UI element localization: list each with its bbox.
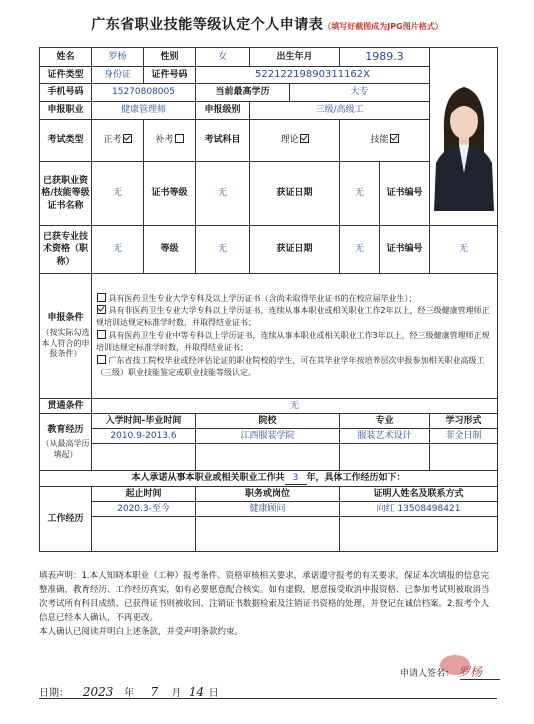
condition-option-4[interactable]	[96, 355, 496, 380]
education-hint: （从最高学历填起）	[41, 438, 90, 459]
signature-line	[460, 679, 500, 680]
edu-value: 大专	[290, 84, 430, 102]
table-row	[40, 429, 498, 444]
edu-empty-mode	[430, 444, 498, 471]
birth-label: 出生年月	[250, 48, 340, 67]
application-form	[39, 47, 498, 552]
form-title: 广东省职业技能等级认定个人申请表（填写好截图成为JPG图片格式）	[91, 17, 443, 33]
date-row	[39, 684, 219, 699]
work-empty-period	[92, 517, 196, 552]
idtype-value: 身份证	[92, 67, 144, 84]
condition-text-1: 具有医药卫生专业大学专科及以上学历证书（含尚未取得毕业证书的在校应届毕业生）；	[108, 293, 417, 303]
title-qual-grade-label: 等级	[144, 226, 196, 274]
commitment-suffix: 年，具体工作经历如下：	[306, 472, 406, 483]
level-value: 三级/高级工	[250, 102, 430, 120]
work-period: 2020.3-至今	[92, 502, 196, 517]
job-value: 健康管理师	[92, 102, 196, 120]
qualification-date-label: 获证日期	[250, 162, 340, 226]
declaration	[39, 569, 497, 639]
declaration-text: 填表声明：1.本人知晓本职业（工种）报考条件、资格审核相关要求，承诺遵守报考的有关要求，保证本次填报的信息完整准确，教育经历、工作经历真实，如有必要愿意配合核实。如有虚假，愿意接受取消申报资格、已参加考试则被取消当次考试所有科目成绩、已获得证书则被收回、注销证书数据检索及注销证书资格的处理，并登记在诚信档案。2.报考个人信息已经本人确认，不再更改。	[39, 571, 490, 624]
condition-text-3: 具有医药卫生专业中等专科以上学历证书，连续从事本职业或相关职业工作3年以上，经三级健康管理师正规培训达规定标准学时数，并取得结业证书；	[96, 330, 490, 353]
signature-label: 申请人签名：	[400, 669, 455, 679]
work-header-reference: 证明人姓名及联系方式	[340, 487, 498, 502]
applicant-photo	[430, 63, 497, 211]
name-value: 罗杨	[92, 48, 144, 67]
qualification-name: 无	[92, 162, 144, 226]
edu-mode: 非全日制	[430, 429, 498, 444]
normal-exam-option[interactable]	[92, 120, 144, 162]
exam-type-label: 考试类型	[40, 120, 92, 162]
skill-label: 技能	[370, 135, 389, 146]
conditions-options	[92, 274, 498, 399]
title-qual-date-label: 获证日期	[250, 226, 340, 274]
job-label: 申报职业	[40, 102, 92, 120]
work-reference: 向红 13508498421	[340, 502, 498, 517]
edu-major: 服装艺术设计	[340, 429, 430, 444]
date-year-unit: 年	[124, 688, 135, 699]
title-qual-label: 已获专业技术资格（职称）	[40, 226, 92, 274]
edu-header-major: 专业	[340, 414, 430, 429]
date-day: 14	[188, 685, 205, 699]
qualification-no-label: 证书编号	[380, 162, 430, 226]
level-label: 申报级别	[196, 102, 250, 120]
title-qual-no-label: 证书编号	[380, 226, 430, 274]
edu-header-school: 院校	[196, 414, 340, 429]
idnum-value: 52212219890311162X	[196, 67, 430, 84]
condition-option-3[interactable]	[96, 330, 496, 355]
photo-cell	[430, 48, 498, 226]
edu-empty-period	[92, 444, 196, 471]
skill-checkbox[interactable]	[390, 134, 399, 143]
edu-label: 当前最高学历	[196, 84, 290, 102]
commitment-row	[40, 471, 498, 487]
makeup-exam-label: 补考	[155, 135, 174, 146]
condition-checkbox-2[interactable]	[97, 305, 106, 314]
idnum-label: 证件号码	[144, 67, 196, 84]
qualification-grade-label: 证书等级	[144, 162, 196, 226]
condition-checkbox-3[interactable]	[97, 330, 106, 339]
gender-value: 女	[196, 48, 250, 67]
handwritten-signature: 罗杨	[458, 665, 483, 679]
phone-label: 手机号码	[40, 84, 92, 102]
edu-period: 2010.9-2013.6	[92, 429, 196, 444]
qualification-grade: 无	[196, 162, 250, 226]
condition-text-2: 具有非医药卫生专业大学专科以上学历证书，连续从事本职业或相关职业工作2年以上，经三级健康管理师正规培训达规定标准学时数，并取得结业证书；	[96, 306, 490, 328]
date-year: 2023	[82, 685, 114, 699]
edu-empty-school	[196, 444, 340, 471]
commitment-years: 3	[285, 472, 307, 485]
work-position: 健康顾问	[196, 502, 340, 517]
native-value: 无	[92, 399, 498, 414]
normal-exam-label: 正考	[103, 135, 122, 146]
makeup-exam-option[interactable]	[144, 120, 196, 162]
qualification-date: 无	[340, 162, 380, 226]
edu-empty-major	[340, 444, 430, 471]
title-qual-date: 无	[340, 226, 380, 274]
theory-checkbox[interactable]	[300, 134, 309, 143]
birth-value: 1989.3	[340, 48, 430, 67]
work-header-period: 起止时间	[92, 487, 196, 502]
idtype-label: 证件类型	[40, 67, 92, 84]
title-qual-grade: 无	[196, 226, 250, 274]
conditions-hint: （按实际勾选本人符合的申报条件）	[41, 327, 90, 359]
date-month: 7	[150, 685, 159, 699]
normal-exam-checkbox[interactable]	[123, 134, 132, 143]
condition-option-2[interactable]	[96, 305, 496, 330]
work-empty-reference	[340, 517, 498, 552]
work-header-position: 职务或岗位	[196, 487, 340, 502]
skill-option[interactable]	[340, 120, 430, 162]
education-cell	[40, 414, 92, 471]
condition-checkbox-4[interactable]	[97, 355, 106, 364]
conditions-label: 申报条件	[47, 312, 84, 323]
work-empty-position	[196, 517, 340, 552]
edu-header-mode: 学习形式	[430, 414, 498, 429]
gender-label: 性别	[144, 48, 196, 67]
conditions-cell	[40, 274, 92, 399]
table-row	[40, 502, 498, 517]
declaration-confirm: 本人确认已阅读并明白上述条款，并受声明条款约束。	[39, 627, 244, 638]
edu-school: 江西服装学院	[196, 429, 340, 444]
condition-text-4: 广东省技工院校毕业或经评估论证的职业院校的学生，可在其毕业学年按培养层次申报参加相关职业高级工（三级）职业技能鉴定或职业技能等级认定。	[96, 355, 485, 377]
bottom-rule	[39, 698, 497, 699]
commitment-prefix: 本人承诺从事本职业或相关职业工作共	[131, 472, 285, 483]
title-qual-name: 无	[92, 226, 144, 274]
work-label: 工作经历	[40, 487, 92, 552]
condition-option-1[interactable]	[96, 293, 496, 305]
name-label: 姓名	[40, 48, 92, 67]
title-qual-no: 无	[430, 226, 498, 274]
makeup-exam-checkbox[interactable]	[175, 134, 184, 143]
subject-label: 考试科目	[196, 120, 250, 162]
condition-checkbox-1[interactable]	[97, 293, 106, 302]
date-day-unit: 日	[208, 688, 219, 699]
theory-label: 理论	[280, 135, 299, 146]
theory-option[interactable]	[250, 120, 340, 162]
edu-header-period: 入学时间-毕业时间	[92, 414, 196, 429]
education-label: 教育经历	[47, 424, 84, 435]
qualification-label: 已获职业资格/技能等级证书名称	[40, 162, 92, 226]
native-label: 贯通条件	[40, 399, 92, 414]
title-note: （填写好截图成为JPG图片格式）	[323, 22, 443, 31]
date-label: 日期：	[39, 688, 69, 699]
phone-value: 15270808005	[92, 84, 196, 102]
date-month-unit: 月	[171, 688, 182, 699]
